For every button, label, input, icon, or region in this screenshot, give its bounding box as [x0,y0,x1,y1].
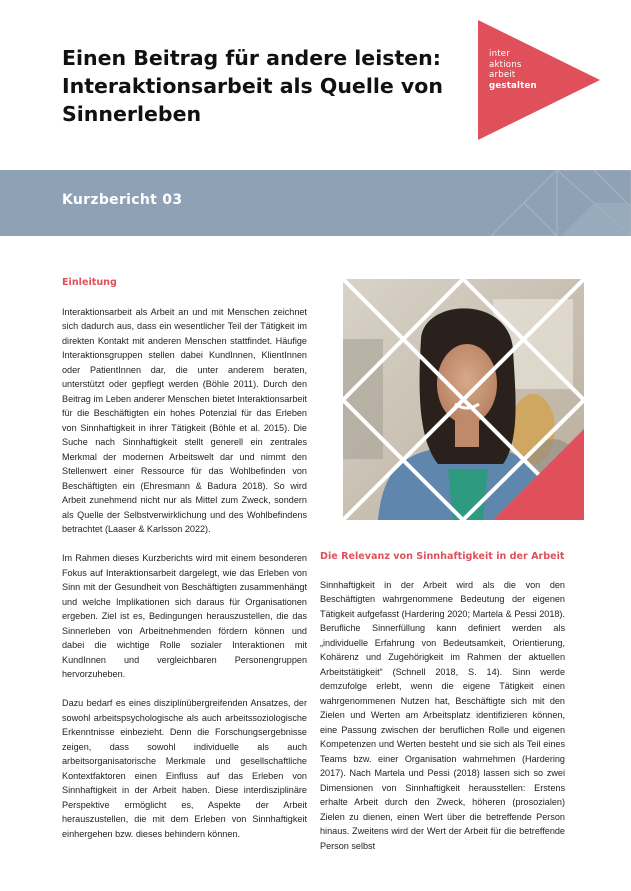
page-title: Einen Beitrag für andere leisten: Interaktionsarbeit als Quelle von Sinnerleben [62,46,443,126]
logo-line-2: aktions [489,59,522,70]
logo-line-4: gestalten [489,80,537,91]
logo-line-3: arbeit [489,70,516,80]
logo-wordmark [489,49,537,91]
logo-line-1: inter [489,49,511,59]
section-heading-relevanz: Die Relevanz von Sinnhaftigkeit in der Arbeit [320,551,565,562]
report-label: Kurzbericht 03 [62,192,183,208]
paragraph: Dazu bedarf es eines disziplinübergreifenden Ansatzes, der sowohl arbeitspsychologische als auch arbeitssoziologische Erkenntnisse einbezieht. Denn die Forschungsergebnisse zeigen, dass sowohl individuelle als auch arbeitsorganisatorische Merkmale und gesellschaftliche Kontextfaktoren einen Einfluss auf das Erleben von Sinnhaftigkeit in der Arbeit haben. Diese interdisziplinäre Perspektive ermöglicht es, Aspekte der Arbeit herauszustellen, die mit dem Erleben von Sinnhaftigkeit einhergehen bzw. dieses behindern können. [62,698,307,839]
paragraph: Sinnhaftigkeit in der Arbeit wird als die von den Beschäftigten wahrgenommene Bedeutung der eigenen Tätigkeit aufgefasst (Hardering 2020; Martela & Pessi 2018). Berufliche Sinnerfüllung kann definiert werden als „individuelle Erfahrung von Bedeutsamkeit, Orientierung, Kohärenz und Zugehörigkeit im Rahmen der aktuellen Arbeitstätigkeit“ (Schnell 2018, S. 14). Sinn werde demzufolge erlebt, wenn die eigene Tätigkeit einen wahrgenommenen Nutzen hat, Beschäftigte sich mit den Zielen und Werten am Arbeitsplatz identifizieren können, eine Passung zwischen der beruflichen Rolle und eigenen Kompetenzen und Werten besteht und sie sich als Teil eines Teams bzw. einer Organisation wahrnehmen (Hardering 2017). Nach Martela und Pessi (2018) lassen sich so zwei Dimensionen von Sinnhaftigkeit herausstellen: Erstens erhalte Arbeit durch den Zweck, höheren (prosozialen) Zielen zu dienen, einen Wert über die betreffende Person hinaus. Zweitens wird der Wert der Arbeit für die betreffende Person selbst [320,579,565,851]
portrait-photo [343,279,584,520]
section-heading-einleitung: Einleitung [62,277,117,288]
left-column [62,276,307,856]
right-column [320,550,565,868]
band-decoration [491,170,631,236]
interaktionsarbeit-logo [459,20,604,140]
paragraph: Interaktionsarbeit als Arbeit an und mit Menschen zeichnet sich dadurch aus, dass ein wesentlicher Teil der Tätigkeit im direkten Kontakt mit anderen Menschen stattfindet. Häufige Interaktionsgruppen stellen dabei KundInnen, KlientInnen oder PatientInnen dar, die unter anderem beraten, unterstützt oder gepflegt werden (Böhle 2011). Durch den Beitrag im Leben anderer Menschen bietet Interaktionsarbeit für die Beschäftigten ein hohes Potenzial für das Erleben von Sinnhaftigkeit in ihrer Tätigkeit (Böhle et al. 2015). Die Suche nach Sinnhaftigkeit stellt generell ein zentrales Merkmal der modernen Arbeitswelt dar und nimmt den Stellenwert einer Ressource für das Wohlbefinden von Beschäftigten ein (Ehresmann & Badura 2018). So wird Arbeit zunehmend nicht nur als Mittel zum Zweck, sondern als Quelle der Selbstverwirklichung und des Wohlbefindens betrachtet (Laaser & Karlsson 2022). [62,306,307,534]
paragraph: Im Rahmen dieses Kurzberichts wird mit einem besonderen Fokus auf Interaktionsarbeit dargelegt, wie das Erleben von Sinn mit der Gesundheit von Beschäftigten zusammenhängt und welche Implikationen sich daraus für Organisationen ergeben. Ziel ist es, Bedingungen herauszustellen, die das Sinnerleben von Arbeitnehmenden fördern können und dabei die wichtige Rolle sozialer Interaktionen mit KundInnen und vergleichbaren Personengruppen hervorzuheben. [62,553,307,679]
report-band [0,170,631,236]
